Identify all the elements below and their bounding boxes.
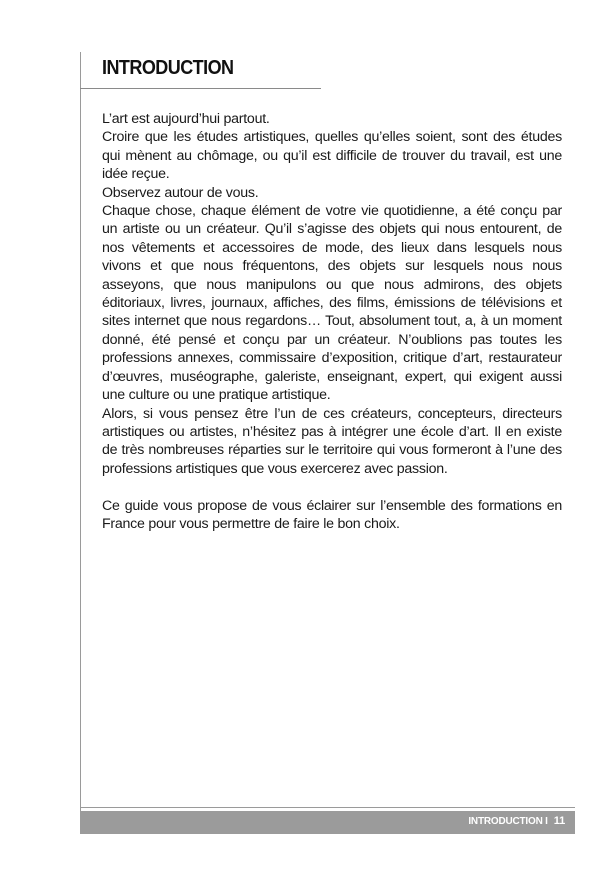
left-margin-rule [80,52,81,834]
paragraph: Ce guide vous propose de vous éclairer sur l’ensemble des formations en France pour vous permettre de faire le bon choix. [102,497,562,532]
page-number: 11 [553,815,565,827]
paragraph: Chaque chose, chaque élément de votre vie quotidienne, a été conçu par un artiste ou un créateur. Qu’il s’agisse des objets qui nous entourent, de nos vêtements et accessoires de mode, des lieux dans lesquels nous vivons et que nous fréquentons, des objets sur lesquels nous nous asseyons, que nous manipulons ou que nous admirons, des objets éditoriaux, livres, journaux, affiches, des films, émissions de télévisions et sites internet que nous regardons… Tout, absolument tout, a, à un moment donné, été pensé et conçu par un créateur. N’oublions pas toutes les professions annexes, commissaire d’exposition, critique d’art, restaurateur d’œuvres, muséographe, galeriste, enseignant, expert, qui exigent aussi une culture ou une pratique artistique. [102,203,562,404]
paragraph: Croire que les études artistiques, quelles qu’elles soient, sont des études qui mènent au chômage, ou qu’il est difficile de trouver du travail, est une idée reçue. [102,129,562,183]
page-title: INTRODUCTION [102,57,234,79]
footer-bar [80,811,575,834]
footer-rule [80,807,575,808]
title-underline [80,88,321,89]
paragraph: L’art est aujourd’hui partout. [102,111,270,127]
paragraph: Observez autour de vous. [102,184,259,201]
footer-section-label: INTRODUCTION I [468,816,548,827]
body-text [102,110,562,533]
paragraph: Alors, si vous pensez être l’un de ces créateurs, concepteurs, directeurs artistiques ou artistes, n’hésitez pas à intégrer une école d’art. Il en existe de très nombreuses réparties sur le territoire qui vous formeront à l’une des professions artistiques que vous exercerez avec passion. [102,405,562,477]
running-footer [468,815,565,827]
